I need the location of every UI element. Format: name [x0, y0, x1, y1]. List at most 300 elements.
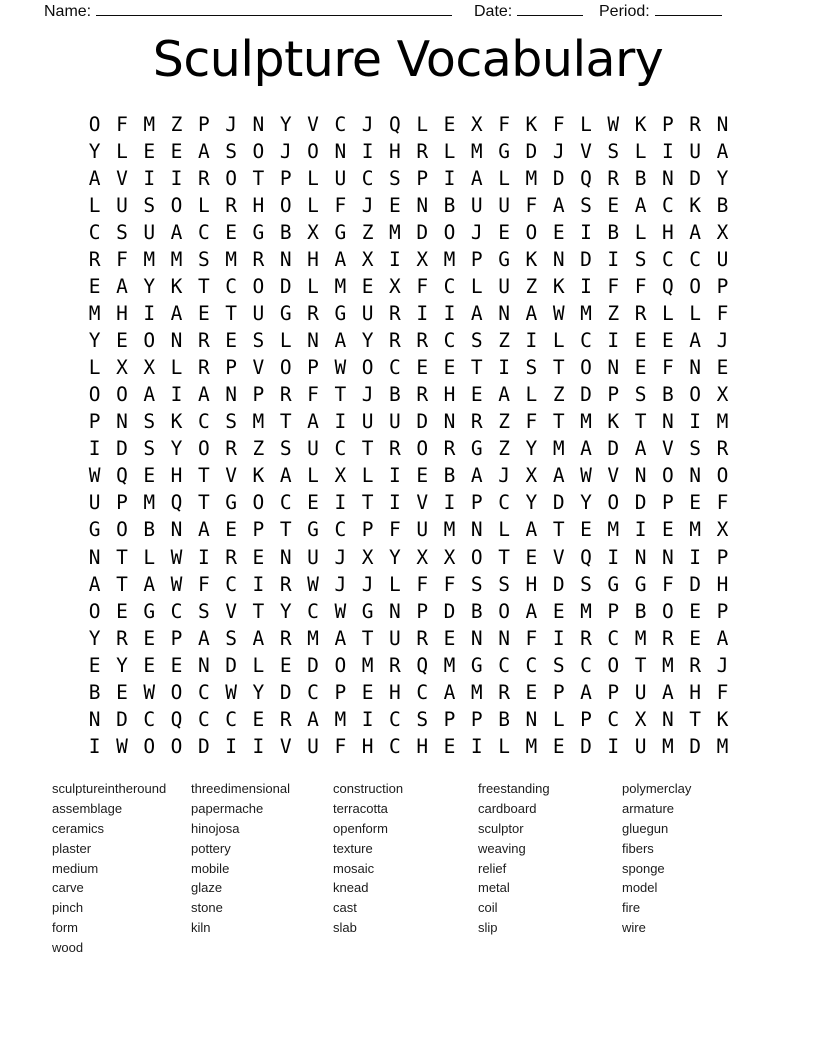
grid-cell: E	[716, 356, 729, 380]
grid-cell: W	[607, 112, 620, 136]
grid-cell: M	[307, 626, 319, 650]
grid-cell: M	[662, 734, 674, 758]
grid-cell: G	[334, 302, 347, 326]
period-blank-line	[655, 1, 722, 16]
grid-cell: S	[689, 437, 702, 461]
grid-cell: D	[552, 166, 565, 190]
grid-cell: L	[662, 302, 674, 326]
grid-cell: C	[689, 248, 702, 271]
grid-cell: L	[443, 139, 456, 163]
grid-cell: K	[716, 707, 729, 731]
grid-cell: L	[689, 302, 702, 326]
grid-cell: R	[197, 356, 210, 380]
grid-cell: V	[225, 464, 237, 488]
grid-cell: X	[716, 383, 729, 407]
word-item: medium	[52, 860, 99, 876]
grid-cell: R	[607, 166, 620, 190]
grid-cell: A	[197, 518, 210, 542]
period-field-group	[599, 1, 722, 21]
grid-cell: W	[307, 572, 319, 596]
grid-cell: N	[662, 166, 674, 190]
grid-cell: E	[525, 545, 538, 569]
grid-cell: O	[225, 166, 237, 190]
grid-cell: I	[607, 248, 620, 271]
grid-cell: R	[279, 572, 292, 596]
grid-cell: U	[498, 275, 510, 299]
grid-cell: L	[498, 166, 510, 190]
grid-cell: Y	[525, 491, 538, 515]
word-item: sculptor	[478, 820, 524, 836]
grid-cell: L	[143, 545, 156, 569]
grid-cell: Z	[170, 112, 183, 136]
grid-cell: A	[525, 599, 538, 623]
grid-cell: A	[525, 302, 538, 326]
grid-cell: J	[361, 112, 374, 136]
grid-cell: O	[88, 599, 101, 623]
grid-cell: V	[607, 464, 620, 488]
grid-cell: O	[116, 383, 128, 407]
grid-cell: A	[334, 248, 347, 271]
grid-cell: C	[498, 653, 510, 677]
grid-cell: R	[416, 139, 429, 163]
grid-cell: S	[225, 139, 237, 163]
grid-cell: U	[361, 410, 374, 434]
grid-cell: Y	[361, 329, 374, 353]
grid-cell: M	[443, 248, 456, 271]
grid-cell: F	[607, 275, 620, 299]
grid-cell: P	[716, 599, 729, 623]
grid-cell: I	[552, 626, 565, 650]
grid-cell: N	[116, 410, 128, 434]
grid-cell: N	[470, 626, 483, 650]
grid-cell: D	[279, 680, 292, 704]
grid-cell: P	[552, 680, 565, 704]
grid-cell: E	[552, 220, 565, 244]
grid-cell: A	[552, 193, 565, 217]
grid-cell: E	[552, 599, 565, 623]
grid-cell: Z	[607, 302, 620, 326]
grid-cell: U	[470, 193, 483, 217]
grid-cell: N	[525, 707, 538, 731]
grid-cell: E	[225, 329, 237, 353]
grid-cell: D	[443, 599, 456, 623]
grid-cell: E	[143, 139, 156, 163]
grid-cell: K	[252, 464, 265, 488]
grid-cell: X	[416, 545, 429, 569]
grid-cell: R	[689, 112, 702, 136]
word-item: form	[52, 920, 78, 936]
grid-cell: E	[225, 220, 237, 244]
grid-cell: J	[361, 383, 374, 407]
grid-cell: K	[170, 410, 183, 434]
grid-cell: N	[662, 545, 674, 569]
grid-cell: O	[689, 383, 702, 407]
grid-cell: V	[307, 112, 319, 136]
grid-cell: T	[634, 653, 647, 677]
grid-cell: N	[662, 410, 674, 434]
grid-cell: P	[716, 275, 729, 299]
grid-cell: I	[389, 248, 401, 271]
grid-cell: D	[116, 707, 128, 731]
grid-cell: R	[443, 437, 456, 461]
grid-cell: Z	[552, 383, 565, 407]
word-item: threedimensional	[191, 781, 291, 796]
grid-cell: U	[143, 220, 156, 244]
grid-cell: A	[170, 302, 183, 326]
grid-cell: U	[389, 410, 401, 434]
grid-cell: F	[116, 112, 128, 136]
grid-cell: E	[116, 329, 128, 353]
grid-cell: V	[416, 491, 429, 515]
grid-cell: N	[634, 464, 647, 488]
grid-cell: F	[716, 302, 729, 326]
grid-cell: P	[716, 545, 729, 569]
grid-cell: L	[498, 734, 510, 758]
grid-cell: A	[580, 680, 592, 704]
grid-cell: J	[334, 572, 347, 596]
grid-cell: R	[716, 437, 729, 461]
grid-cell: C	[197, 410, 210, 434]
grid-cell: E	[498, 220, 510, 244]
grid-cell: T	[689, 707, 702, 731]
grid-cell: S	[197, 599, 210, 623]
grid-cell: N	[607, 356, 620, 380]
grid-cell: I	[170, 166, 183, 190]
grid-cell: P	[662, 112, 674, 136]
grid-cell: L	[525, 383, 538, 407]
grid-cell: H	[716, 572, 729, 596]
grid-cell: B	[389, 383, 401, 407]
grid-cell: A	[470, 464, 483, 488]
grid-cell: S	[197, 248, 210, 271]
grid-cell: T	[361, 491, 374, 515]
grid-cell: C	[443, 275, 456, 299]
grid-cell: W	[334, 599, 347, 623]
word-item: gluegun	[622, 820, 669, 836]
grid-cell: I	[334, 410, 347, 434]
grid-cell: F	[716, 491, 729, 515]
grid-cell: A	[580, 437, 592, 461]
grid-cell: L	[307, 166, 319, 190]
grid-cell: R	[634, 302, 647, 326]
grid-cell: S	[143, 410, 156, 434]
grid-cell: E	[416, 464, 429, 488]
grid-cell: N	[170, 329, 183, 353]
grid-cell: G	[470, 653, 483, 677]
grid-cell: O	[443, 220, 456, 244]
grid-cell: U	[634, 680, 647, 704]
grid-cell: O	[662, 464, 674, 488]
grid-cell: O	[88, 383, 101, 407]
grid-cell: Z	[361, 220, 374, 244]
grid-cell: C	[307, 680, 319, 704]
grid-cell: C	[334, 518, 347, 542]
grid-cell: Q	[662, 275, 674, 299]
grid-cell: C	[361, 166, 374, 190]
grid-cell: O	[361, 356, 374, 380]
grid-cell: E	[307, 491, 319, 515]
grid-cell: K	[170, 275, 183, 299]
grid-cell: Y	[525, 437, 538, 461]
grid-cell: C	[389, 356, 401, 380]
grid-cell: T	[252, 599, 265, 623]
grid-cell: H	[116, 302, 128, 326]
grid-cell: C	[334, 437, 347, 461]
grid-cell: I	[170, 383, 183, 407]
grid-cell: L	[88, 193, 101, 217]
grid-cell: A	[334, 329, 347, 353]
grid-cell: Q	[580, 166, 592, 190]
grid-cell: E	[689, 626, 702, 650]
grid-cell: R	[225, 193, 237, 217]
grid-cell: L	[307, 275, 319, 299]
period-label: Period:	[599, 3, 650, 20]
grid-cell: M	[580, 302, 592, 326]
word-item: weaving	[478, 840, 526, 856]
grid-cell: Y	[88, 329, 101, 353]
grid-cell: L	[634, 139, 647, 163]
grid-cell: M	[252, 410, 265, 434]
grid-cell: D	[689, 734, 702, 758]
grid-cell: C	[525, 653, 538, 677]
grid-cell: P	[252, 383, 265, 407]
grid-cell: H	[389, 680, 401, 704]
grid-cell: O	[580, 356, 592, 380]
grid-cell: N	[634, 545, 647, 569]
word-list	[0, 779, 816, 979]
grid-cell: B	[498, 707, 510, 731]
grid-cell: P	[580, 707, 592, 731]
grid-cell: F	[334, 193, 347, 217]
grid-cell: T	[498, 545, 510, 569]
grid-cell: Y	[389, 545, 401, 569]
grid-cell: U	[689, 139, 702, 163]
grid-cell: M	[225, 248, 237, 271]
grid-cell: S	[498, 572, 510, 596]
grid-cell: E	[88, 653, 101, 677]
grid-cell: C	[279, 491, 292, 515]
word-item: armature	[622, 800, 675, 816]
grid-cell: H	[389, 139, 401, 163]
grid-cell: C	[197, 220, 210, 244]
grid-cell: T	[116, 545, 128, 569]
grid-cell: O	[252, 491, 265, 515]
grid-cell: O	[170, 680, 183, 704]
word-list-column	[478, 779, 550, 938]
grid-cell: N	[389, 599, 401, 623]
grid-cell: M	[143, 491, 156, 515]
grid-cell: D	[197, 734, 210, 758]
grid-cell: A	[197, 626, 210, 650]
grid-cell: B	[143, 518, 156, 542]
grid-cell: H	[689, 680, 702, 704]
grid-cell: M	[689, 518, 702, 542]
grid-cell: S	[252, 329, 265, 353]
grid-cell: O	[470, 545, 483, 569]
grid-cell: J	[470, 220, 483, 244]
grid-cell: C	[225, 707, 237, 731]
grid-cell: E	[443, 112, 456, 136]
grid-cell: D	[689, 572, 702, 596]
word-list-column	[333, 779, 403, 938]
grid-cell: K	[552, 275, 565, 299]
grid-cell: T	[252, 166, 265, 190]
word-item: cardboard	[478, 800, 537, 816]
grid-cell: C	[389, 707, 401, 731]
grid-cell: N	[170, 518, 183, 542]
grid-cell: Y	[143, 275, 156, 299]
grid-cell: N	[470, 518, 483, 542]
grid-cell: I	[689, 545, 702, 569]
grid-cell: G	[607, 572, 620, 596]
grid-cell: F	[716, 680, 729, 704]
grid-cell: P	[307, 356, 319, 380]
grid-cell: C	[197, 707, 210, 731]
grid-cell: M	[580, 410, 592, 434]
grid-cell: S	[116, 220, 128, 244]
word-item: coil	[478, 900, 498, 916]
grid-cell: U	[88, 491, 101, 515]
grid-cell: R	[389, 653, 401, 677]
grid-cell: O	[116, 518, 128, 542]
grid-cell: F	[662, 356, 674, 380]
word-item: kiln	[191, 920, 211, 936]
grid-cell: I	[416, 302, 429, 326]
grid-cell: I	[252, 734, 265, 758]
grid-cell: E	[143, 653, 156, 677]
grid-cell: D	[225, 653, 237, 677]
grid-cell: O	[197, 437, 210, 461]
grid-cell: S	[225, 626, 237, 650]
grid-cell: P	[416, 599, 429, 623]
grid-cell: I	[389, 464, 401, 488]
grid-cell: U	[116, 193, 128, 217]
grid-cell: B	[443, 193, 456, 217]
grid-cell: H	[416, 734, 429, 758]
grid-cell: A	[143, 572, 156, 596]
grid-cell: J	[225, 112, 237, 136]
grid-cell: B	[443, 464, 456, 488]
grid-cell: H	[525, 572, 538, 596]
grid-cell: D	[116, 437, 128, 461]
grid-cell: N	[279, 248, 292, 271]
grid-cell: N	[334, 139, 347, 163]
grid-cell: G	[252, 220, 265, 244]
word-item: knead	[333, 880, 369, 896]
grid-cell: A	[525, 518, 538, 542]
grid-cell: Y	[88, 139, 101, 163]
grid-cell: F	[334, 734, 347, 758]
grid-cell: T	[225, 302, 237, 326]
grid-cell: U	[416, 518, 429, 542]
grid-cell: F	[525, 626, 538, 650]
grid-cell: E	[252, 707, 265, 731]
grid-cell: H	[252, 193, 265, 217]
grid-cell: H	[361, 734, 374, 758]
grid-cell: Y	[170, 437, 183, 461]
grid-cell: K	[607, 410, 620, 434]
word-list-column	[191, 779, 290, 938]
grid-cell: L	[416, 112, 429, 136]
grid-cell: I	[334, 491, 347, 515]
grid-cell: D	[689, 166, 702, 190]
word-item: wood	[52, 940, 84, 956]
grid-cell: E	[552, 734, 565, 758]
grid-cell: U	[389, 626, 401, 650]
word-item: pinch	[52, 900, 84, 916]
grid-cell: I	[361, 139, 374, 163]
grid-cell: W	[334, 356, 347, 380]
grid-cell: A	[634, 437, 647, 461]
grid-cell: S	[416, 707, 429, 731]
grid-cell: C	[197, 680, 210, 704]
grid-cell: N	[88, 545, 101, 569]
grid-cell: S	[279, 437, 292, 461]
word-item: ceramics	[52, 820, 105, 836]
grid-cell: N	[88, 707, 101, 731]
grid-cell: J	[716, 653, 729, 677]
grid-cell: I	[225, 734, 237, 758]
grid-cell: W	[143, 680, 156, 704]
grid-cell: Y	[580, 491, 592, 515]
grid-cell: A	[197, 383, 210, 407]
grid-cell: D	[416, 410, 429, 434]
grid-cell: T	[116, 572, 128, 596]
grid-cell: E	[580, 518, 592, 542]
grid-cell: M	[143, 248, 156, 271]
grid-cell: N	[689, 356, 702, 380]
grid-cell: W	[116, 734, 128, 758]
grid-cell: D	[307, 653, 319, 677]
grid-cell: S	[580, 193, 592, 217]
grid-cell: L	[252, 653, 265, 677]
grid-cell: I	[470, 734, 483, 758]
grid-cell: M	[607, 518, 620, 542]
grid-cell: O	[607, 491, 620, 515]
grid-cell: G	[279, 302, 292, 326]
grid-cell: L	[552, 707, 565, 731]
grid-cell: V	[552, 545, 565, 569]
grid-cell: I	[634, 518, 647, 542]
grid-cell: A	[689, 329, 702, 353]
grid-cell: W	[225, 680, 237, 704]
grid-cell: F	[416, 572, 429, 596]
grid-cell: V	[225, 599, 237, 623]
grid-cell: B	[634, 599, 647, 623]
grid-cell: U	[307, 437, 319, 461]
grid-cell: O	[307, 139, 319, 163]
grid-cell: E	[116, 680, 128, 704]
grid-cell: L	[389, 572, 401, 596]
grid-cell: S	[225, 410, 237, 434]
grid-cell: A	[116, 275, 128, 299]
grid-cell: X	[307, 220, 319, 244]
grid-cell: B	[279, 220, 292, 244]
grid-cell: L	[116, 139, 128, 163]
grid-cell: U	[634, 734, 647, 758]
grid-cell: N	[252, 112, 265, 136]
grid-cell: Y	[716, 166, 729, 190]
word-item: wire	[622, 920, 646, 936]
grid-cell: I	[252, 572, 265, 596]
grid-cell: L	[361, 464, 374, 488]
grid-cell: M	[143, 112, 156, 136]
grid-cell: S	[607, 139, 620, 163]
grid-cell: S	[143, 193, 156, 217]
grid-cell: Q	[416, 653, 429, 677]
grid-cell: T	[361, 626, 374, 650]
grid-cell: R	[389, 329, 401, 353]
